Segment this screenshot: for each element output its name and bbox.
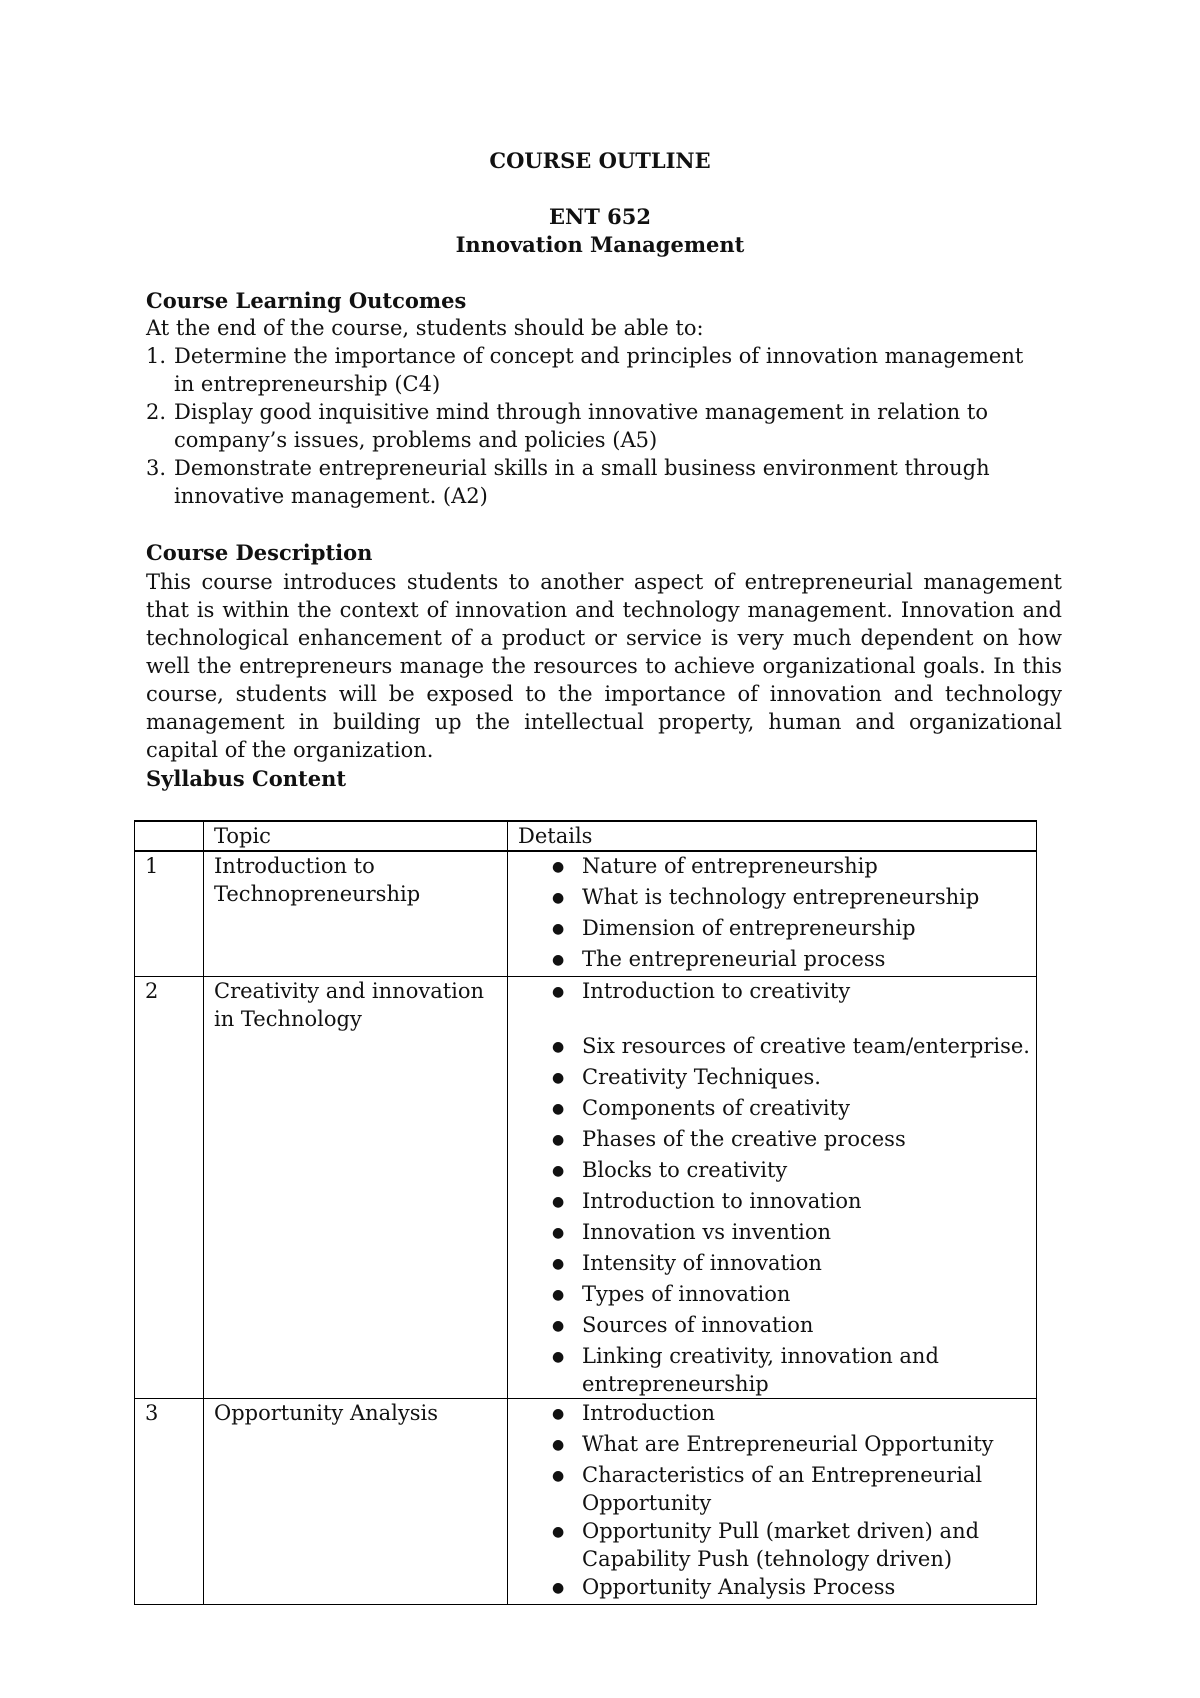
document-title: COURSE OUTLINE: [489, 148, 711, 173]
learning-outcomes-intro: At the end of the course, students should be able to:: [146, 316, 704, 340]
outcome-number: 3.: [146, 456, 167, 480]
list-item: ● Characteristics of an Entrepreneurial Opportunity: [508, 1461, 1036, 1517]
outcome-number: 1.: [146, 344, 167, 368]
bullet-icon: [508, 1461, 563, 1517]
bullet-icon: [508, 1311, 563, 1342]
row-topic: Creativity and innovation in Technology: [204, 977, 508, 1399]
row-number: 1: [135, 851, 204, 977]
bullet-icon: [508, 1032, 563, 1063]
bullet-icon: [508, 1342, 563, 1398]
bullet-icon: [508, 852, 563, 883]
syllabus-heading: Syllabus Content: [146, 766, 347, 791]
row-details: [508, 977, 1037, 1399]
course-name: Innovation Management: [455, 232, 745, 257]
list-item: ● Nature of entrepreneurship: [508, 852, 1036, 883]
table-header-row: [135, 821, 1037, 851]
bullet-icon: [508, 1399, 563, 1430]
list-item: ● Introduction: [508, 1399, 1036, 1430]
list-item: ● Phases of the creative process: [508, 1125, 1036, 1156]
list-item: ● What are Entrepreneurial Opportunity: [508, 1430, 1036, 1461]
outcome-text: Display good inquisitive mind through innovative management in relation to company’s issues, problems and policies (A5): [174, 400, 988, 452]
table-row: [135, 1399, 1037, 1605]
bullet-icon: [508, 1249, 563, 1280]
row-details: [508, 1399, 1037, 1605]
bullet-icon: [508, 1218, 563, 1249]
outcome-item: [146, 398, 1046, 454]
bullet-icon: [508, 1156, 563, 1187]
column-header-number: [135, 821, 204, 851]
column-header-details: Details: [508, 821, 1037, 851]
bullet-icon: [508, 1094, 563, 1125]
outcome-item: [146, 454, 1046, 510]
table-row: [135, 851, 1037, 977]
column-header-topic: Topic: [204, 821, 508, 851]
row-number: 3: [135, 1399, 204, 1605]
list-item: ● Six resources of creative team/enterprise.: [508, 1032, 1036, 1063]
row-topic: Introduction to Technopreneurship: [204, 851, 508, 977]
row-details: [508, 851, 1037, 977]
bullet-icon: [508, 945, 563, 976]
list-item: ● Sources of innovation: [508, 1311, 1036, 1342]
bullet-icon: [508, 1187, 563, 1218]
learning-outcomes-heading: Course Learning Outcomes: [146, 288, 467, 313]
outcome-text: Demonstrate entrepreneurial skills in a small business environment through innovative management. (A2): [174, 456, 990, 508]
bullet-icon: [508, 883, 563, 914]
list-item: ● The entrepreneurial process: [508, 945, 1036, 976]
table-row: [135, 977, 1037, 1399]
list-item: ● Blocks to creativity: [508, 1156, 1036, 1187]
outcome-text: Determine the importance of concept and principles of innovation management in entrepreneurship (C4): [174, 344, 1024, 396]
list-item: ● Linking creativity, innovation and entrepreneurship: [508, 1342, 1036, 1398]
bullet-icon: [508, 1573, 563, 1604]
course-description-text: This course introduces students to another aspect of entrepreneurial management that is within the context of innovation and technology management. Innovation and technological enhancement of a product or service is very much dependent on how well the entrepreneurs manage the resources to achieve organizational goals. In this course, students will be exposed to the importance of innovation and technology management in building up the intellectual property, human and organizational capital of the organization.: [146, 570, 1062, 762]
bullet-icon: [508, 1517, 563, 1573]
list-item: ● Intensity of innovation: [508, 1249, 1036, 1280]
list-item: ● Components of creativity: [508, 1094, 1036, 1125]
outcome-number: 2.: [146, 400, 167, 424]
syllabus-table: [134, 820, 1037, 1605]
course-description-heading: Course Description: [146, 540, 373, 565]
course-code: ENT 652: [549, 204, 651, 229]
list-item: ● Introduction to innovation: [508, 1187, 1036, 1218]
bullet-icon: [508, 977, 563, 1008]
outcome-item: [146, 342, 1046, 398]
learning-outcomes-list: [146, 342, 1046, 510]
list-item: ● Innovation vs invention: [508, 1218, 1036, 1249]
list-item: ● Types of innovation: [508, 1280, 1036, 1311]
list-item: ● Introduction to creativity: [508, 977, 1036, 1008]
bullet-icon: [508, 1430, 563, 1461]
list-item: ● Creativity Techniques.: [508, 1063, 1036, 1094]
list-item: ● Opportunity Analysis Process: [508, 1573, 1036, 1604]
list-item: ● What is technology entrepreneurship: [508, 883, 1036, 914]
row-topic: Opportunity Analysis: [204, 1399, 508, 1605]
list-item: ● Dimension of entrepreneurship: [508, 914, 1036, 945]
bullet-icon: [508, 1280, 563, 1311]
bullet-icon: [508, 1063, 563, 1094]
bullet-icon: [508, 1125, 563, 1156]
list-item: ● Opportunity Pull (market driven) and Capability Push (tehnology driven): [508, 1517, 1036, 1573]
row-number: 2: [135, 977, 204, 1399]
bullet-icon: [508, 914, 563, 945]
